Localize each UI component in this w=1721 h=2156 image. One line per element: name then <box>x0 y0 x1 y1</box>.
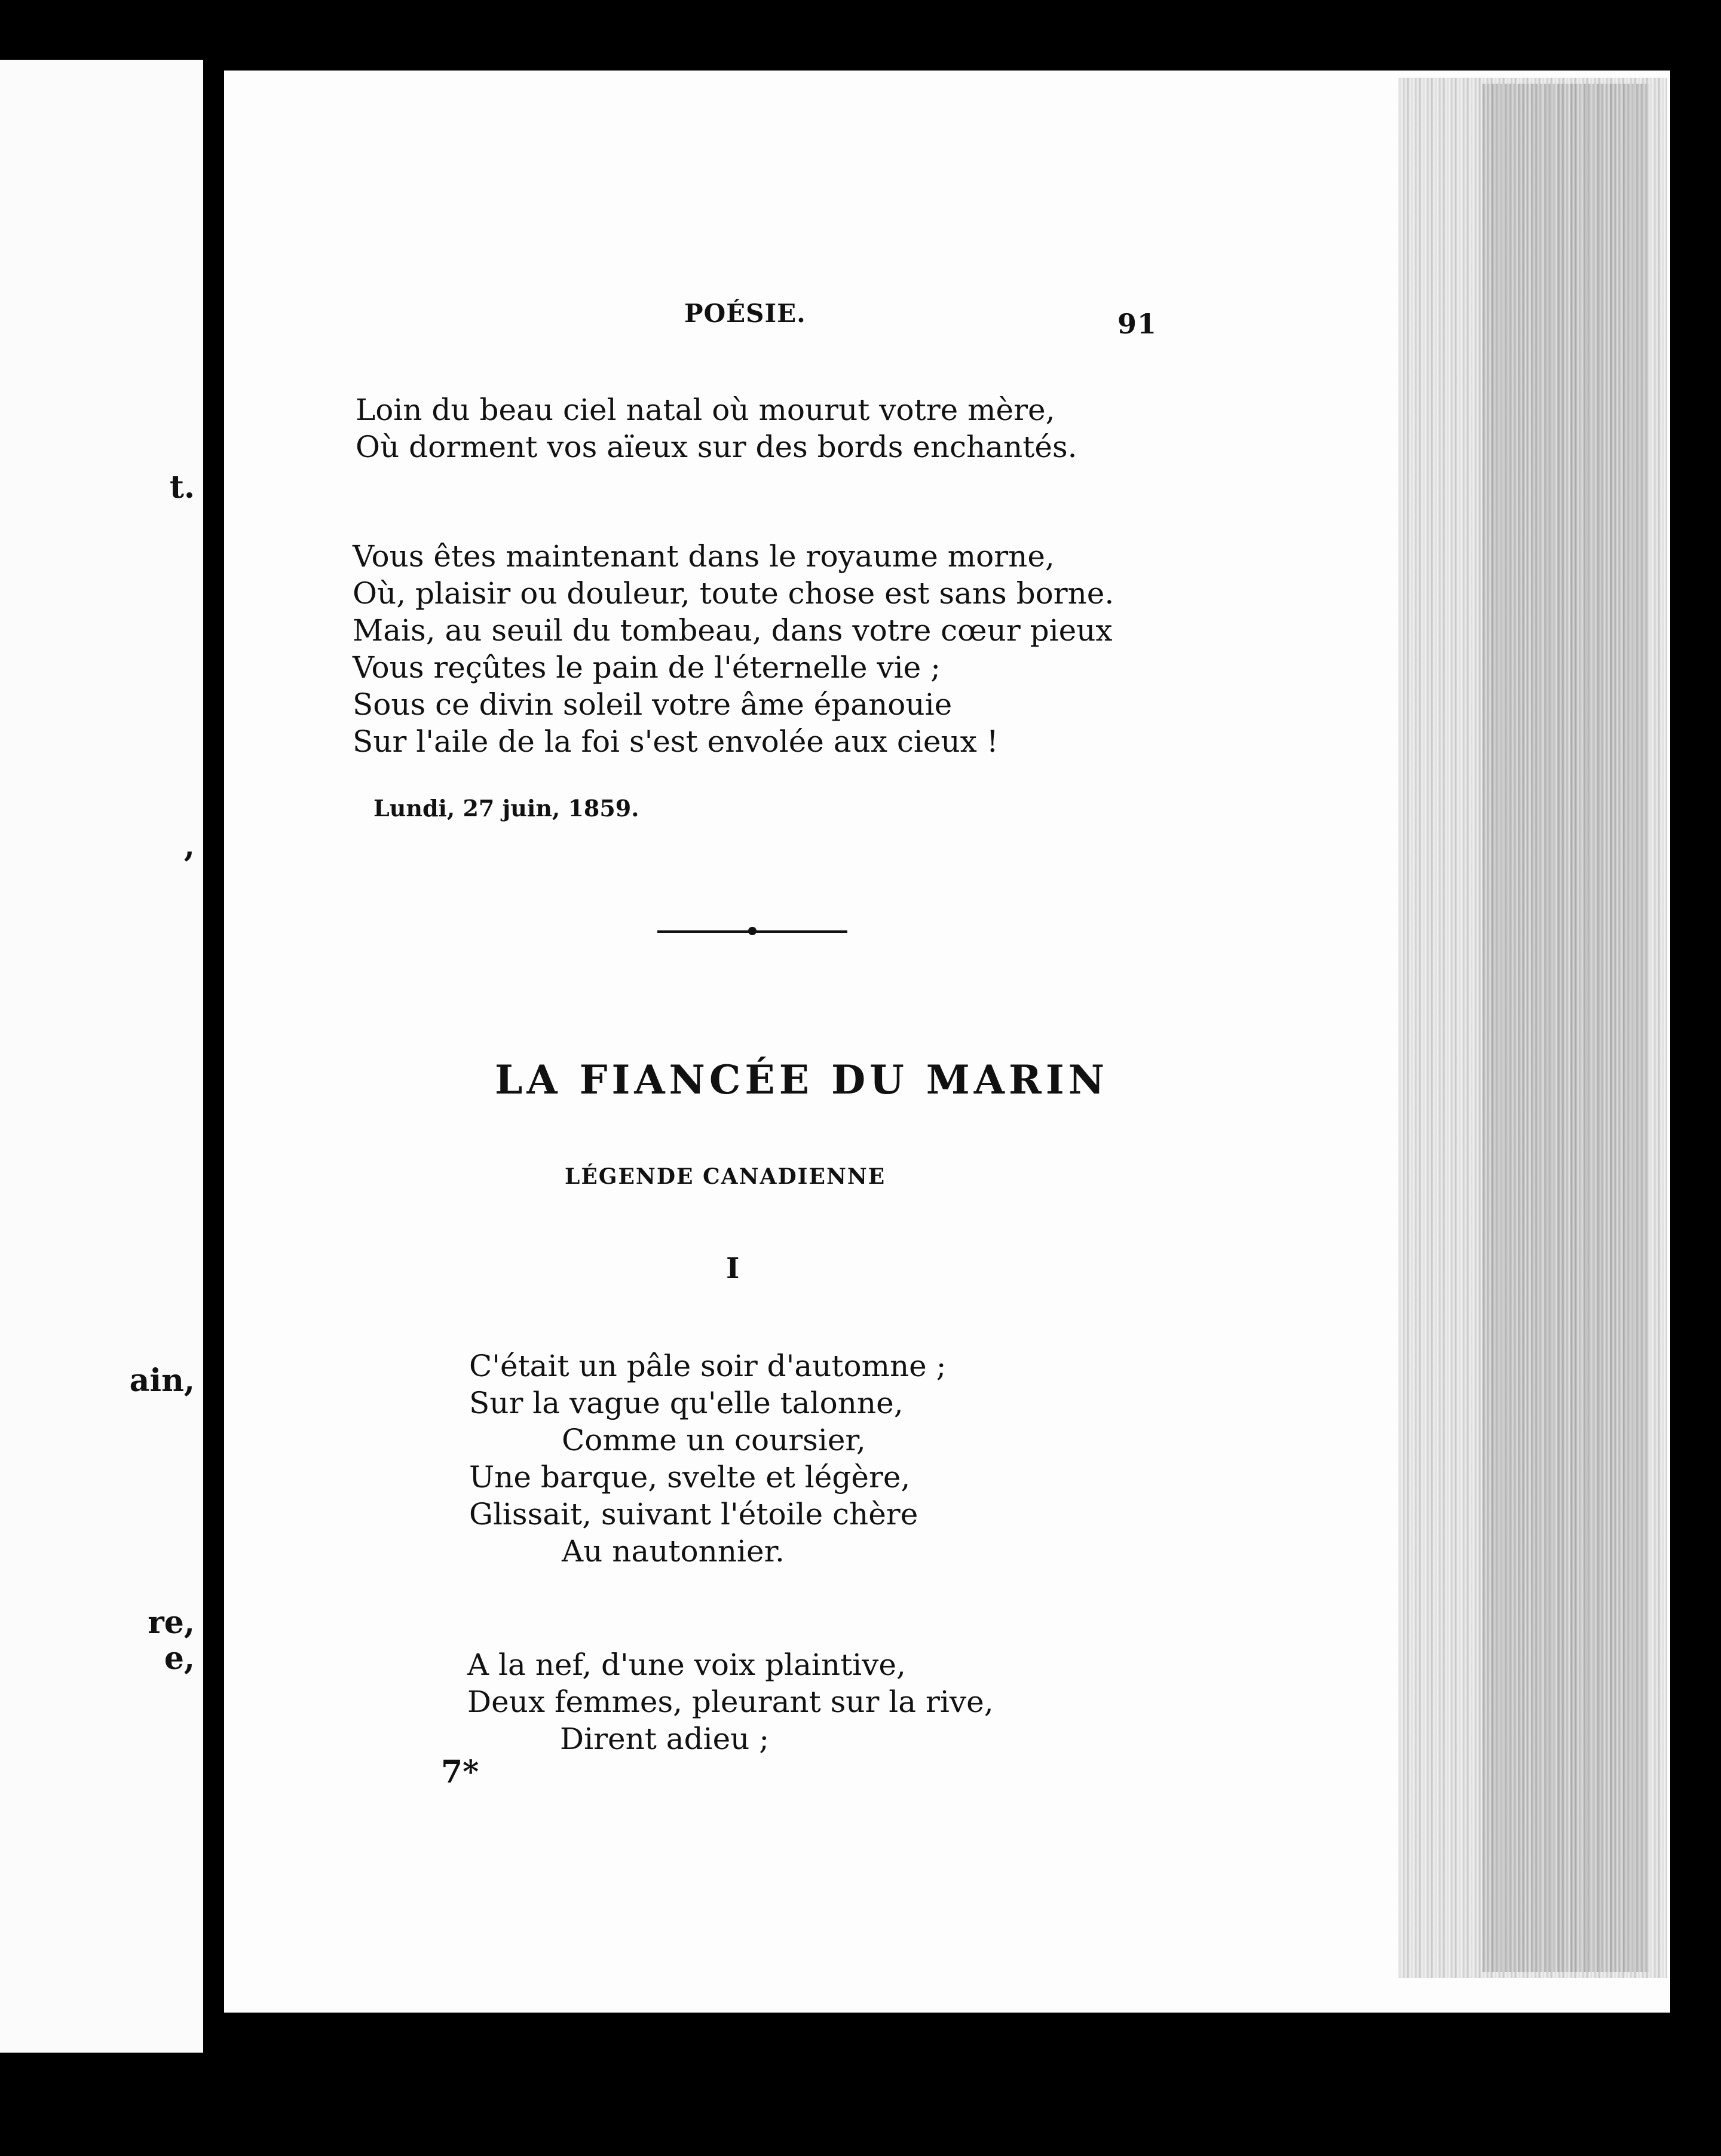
verse-line: Sur l'aile de la foi s'est envolée aux cieux ! <box>353 724 999 759</box>
verse-line: Comme un coursier, <box>562 1423 866 1457</box>
left-fragment-2: , <box>183 828 195 864</box>
poem-title: LA FIANCÉE DU MARIN <box>495 1056 1109 1103</box>
new-poem-stanza-1 <box>469 1348 947 1570</box>
verse-line: Deux femmes, pleurant sur la rive, <box>467 1685 994 1719</box>
poem-date: Lundi, 27 juin, 1859. <box>373 795 639 822</box>
left-fragment-4: re, <box>148 1604 195 1641</box>
signature-mark: 7* <box>441 1754 479 1790</box>
left-fragment-1: t. <box>169 469 195 506</box>
verse-line: Où dorment vos aïeux sur des bords enchantés. <box>356 430 1077 464</box>
verse-line: C'était un pâle soir d'automne ; <box>469 1349 947 1383</box>
divider-ornament <box>748 927 757 935</box>
verse-line: Vous reçûtes le pain de l'éternelle vie ; <box>353 650 941 685</box>
verse-line: Au nautonnier. <box>562 1534 785 1569</box>
poem-end-stanza-1 <box>356 391 1077 466</box>
verse-line: Où, plaisir ou douleur, toute chose est sans borne. <box>353 576 1114 611</box>
verse-line: Sur la vague qu'elle talonne, <box>469 1386 904 1420</box>
running-title: POÉSIE. <box>684 299 806 328</box>
left-page-fragment <box>0 60 203 2053</box>
verse-line: Loin du beau ciel natal où mourut votre mère, <box>356 393 1055 427</box>
poem-subtitle: LÉGENDE CANADIENNE <box>565 1164 886 1189</box>
verse-line: Vous êtes maintenant dans le royaume morne, <box>353 539 1055 574</box>
new-poem-stanza-2 <box>467 1646 994 1757</box>
left-fragment-5: e, <box>164 1640 195 1677</box>
book-gutter <box>203 90 220 2050</box>
verse-line: Mais, au seuil du tombeau, dans votre cœur pieux <box>353 613 1113 648</box>
left-fragment-3: ain, <box>129 1362 195 1399</box>
section-numeral: I <box>726 1252 740 1285</box>
verse-line: Sous ce divin soleil votre âme épanouie <box>353 687 953 722</box>
verse-line: Dirent adieu ; <box>560 1722 770 1756</box>
page-number: 91 <box>1117 308 1157 340</box>
verse-line: Glissait, suivant l'étoile chère <box>469 1497 918 1532</box>
page-edges-shadow <box>1482 84 1649 1972</box>
verse-line: A la nef, d'une voix plaintive, <box>467 1647 906 1682</box>
verse-line: Une barque, svelte et légère, <box>469 1460 911 1494</box>
poem-end-stanza-2 <box>353 538 1114 760</box>
